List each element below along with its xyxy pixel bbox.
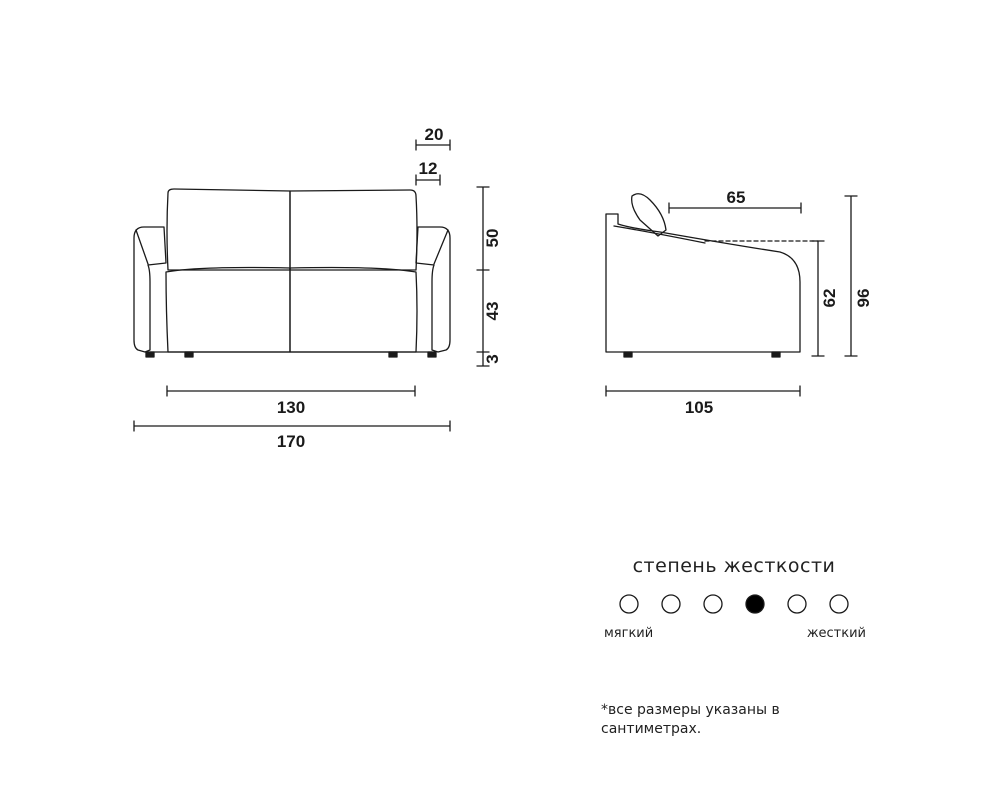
armrest-height-label: 62 — [820, 288, 839, 308]
sofa-front-view — [134, 189, 450, 357]
firmness-title: степень жесткости — [632, 555, 836, 577]
side-leg — [624, 352, 632, 357]
left-back-cushion — [167, 189, 290, 270]
footnote — [601, 702, 780, 737]
total-depth-line — [606, 386, 800, 396]
total-depth-label: 105 — [684, 398, 714, 417]
seat-width-line — [167, 386, 415, 396]
seat-width-label: 130 — [276, 398, 306, 417]
front-dimension-lines — [134, 140, 489, 431]
armrest-width-inner-label: 12 — [418, 159, 438, 178]
total-height-label: 96 — [854, 288, 873, 308]
front-leg — [389, 352, 397, 357]
firmness-dot — [704, 595, 722, 613]
left-armrest — [134, 227, 166, 352]
right-armrest — [416, 227, 450, 352]
sofa-side-view — [606, 194, 800, 357]
left-seat-cushion — [166, 268, 290, 353]
side-body — [606, 214, 800, 352]
firmness-dot — [830, 595, 848, 613]
seat-height-label: 43 — [483, 301, 502, 321]
total-height-line — [845, 196, 857, 356]
firmness-dot — [620, 595, 638, 613]
side-leg — [772, 352, 780, 357]
total-width-label: 170 — [276, 432, 306, 451]
right-armrest-inner-edge — [434, 230, 448, 264]
footnote-line-1: *все размеры указаны в — [601, 702, 780, 718]
front-leg — [185, 352, 193, 357]
total-width-line — [134, 421, 450, 431]
footnote-line-2: сантиметрах. — [601, 721, 702, 737]
leg-height-label: 3 — [483, 354, 502, 364]
left-armrest-inner-edge — [136, 230, 148, 264]
back-cushion-height-label: 50 — [483, 228, 502, 248]
right-back-cushion — [290, 190, 417, 270]
front-leg — [146, 352, 154, 357]
firmness-scale — [604, 555, 866, 641]
firmness-max-label: жесткий — [806, 626, 866, 641]
firmness-min-label: мягкий — [604, 626, 654, 641]
firmness-dot — [788, 595, 806, 613]
armrest-width-top-label: 20 — [424, 125, 444, 144]
firmness-dot-selected — [746, 595, 764, 613]
side-seat-line — [614, 226, 705, 243]
seat-depth-label: 65 — [726, 188, 746, 207]
firmness-dots — [620, 595, 848, 613]
firmness-dot — [662, 595, 680, 613]
right-seat-cushion — [290, 268, 417, 353]
height-vertical-line — [477, 187, 489, 366]
front-leg — [428, 352, 436, 357]
